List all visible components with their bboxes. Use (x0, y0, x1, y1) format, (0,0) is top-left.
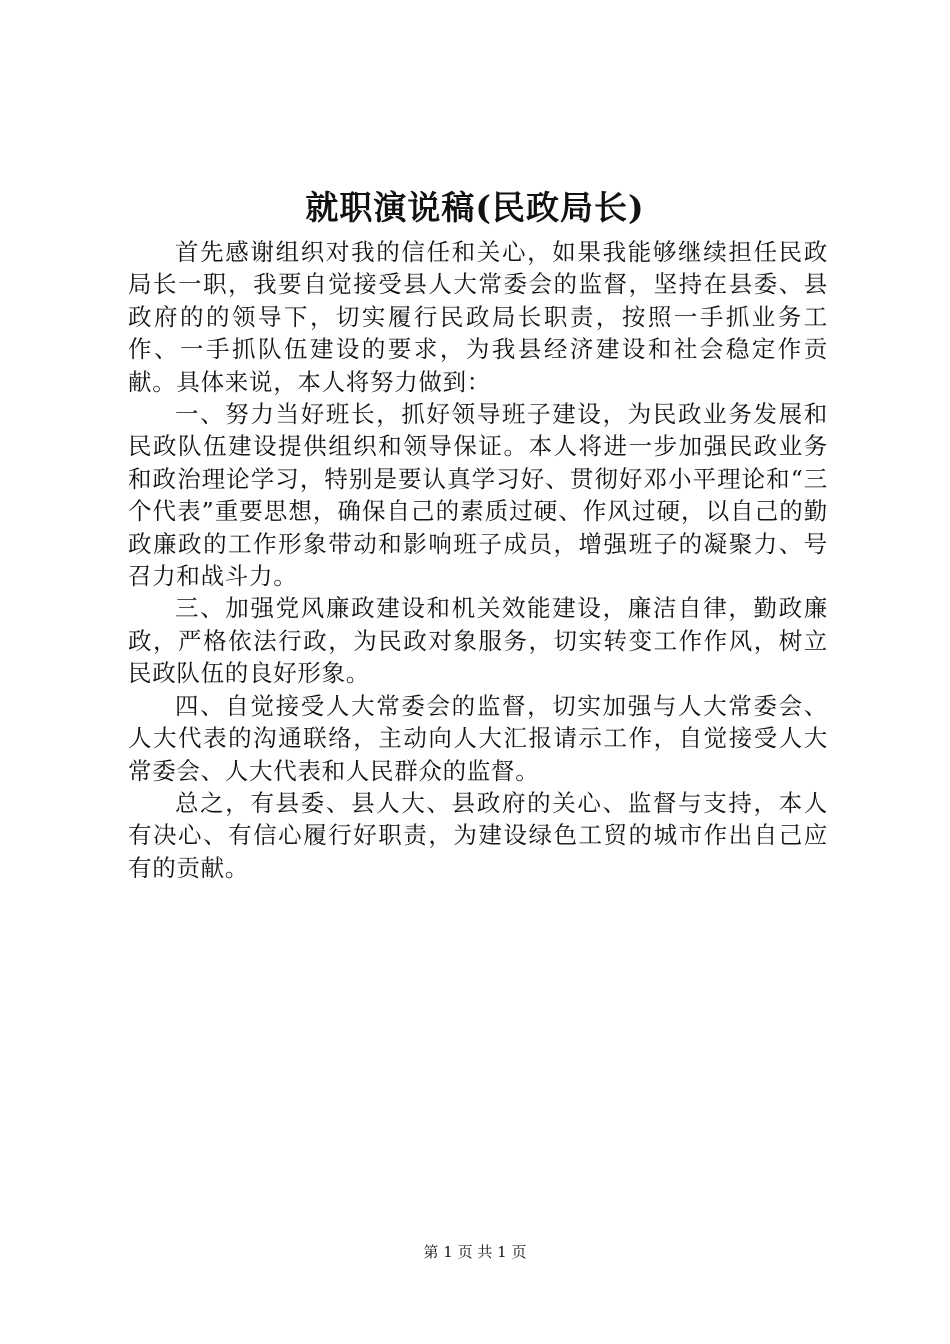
document-title: 就职演说稿(民政局长) (305, 188, 645, 227)
page-footer: 第 1 页 共 1 页 (423, 1243, 527, 1261)
paragraph-point-3: 三、加强党风廉政建设和机关效能建设，廉洁自律，勤政廉政，严格依法行政，为民政对象服务，切实转变工作作风，树立民政队伍的良好形象。 (128, 594, 828, 688)
paragraph-conclusion: 总之，有县委、县人大、县政府的关心、监督与支持，本人有决心、有信心履行好职责，为建设绿色工贸的城市作出自己应有的贡献。 (128, 788, 828, 882)
paragraph-point-1: 一、努力当好班长，抓好领导班子建设，为民政业务发展和民政队伍建设提供组织和领导保证。本人将进一步加强民政业务和政治理论学习，特别是要认真学习好、贯彻好邓小平理论和“三个代表”重要思想，确保自己的素质过硬、作风过硬，以自己的勤政廉政的工作形象带动和影响班子成员，增强班子的凝聚力、号召力和战斗力。 (128, 400, 828, 591)
document-body (128, 236, 828, 884)
paragraph-point-4: 四、自觉接受人大常委会的监督，切实加强与人大常委会、人大代表的沟通联络，主动向人大汇报请示工作，自觉接受人大常委会、人大代表和人民群众的监督。 (128, 691, 828, 785)
paragraph-intro: 首先感谢组织对我的信任和关心，如果我能够继续担任民政局长一职，我要自觉接受县人大常委会的监督，坚持在县委、县政府的的领导下，切实履行民政局长职责，按照一手抓业务工作、一手抓队伍建设的要求，为我县经济建设和社会稳定作贡献。具体来说，本人将努力做到： (128, 238, 828, 396)
